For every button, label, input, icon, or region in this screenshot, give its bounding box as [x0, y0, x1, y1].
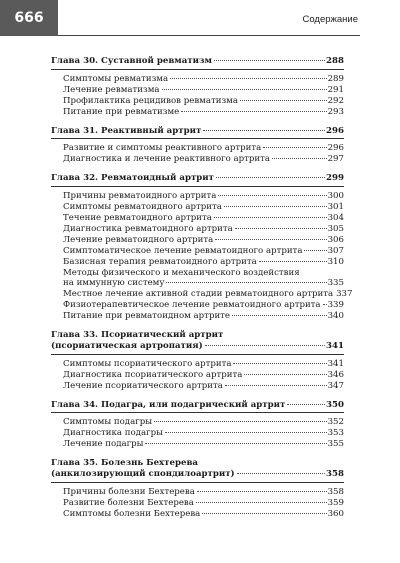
toc-item-label: Физиотерапевтическое лечение ревматоидного артрита [63, 300, 321, 311]
toc-item-label: Симптоматическое лечение ревматоидного артрита [63, 245, 303, 256]
toc-item-page: 346 [327, 369, 344, 380]
toc-item-page: 353 [327, 428, 344, 439]
toc-item-page: 307 [327, 245, 344, 256]
toc-item-page: 339 [327, 300, 344, 311]
toc-item-label: Диагностика псориатического артрита [63, 369, 243, 380]
chapter-entry[interactable] [51, 469, 344, 480]
toc-item[interactable] [51, 235, 344, 246]
toc-item-page: 291 [327, 84, 344, 95]
toc-item-page: 360 [327, 508, 344, 519]
toc-item-page: 335 [327, 278, 344, 289]
toc-item-label: Симптомы ревматизма [63, 73, 169, 84]
toc-item-continued[interactable] [51, 268, 344, 279]
toc-item[interactable] [51, 191, 344, 202]
toc-item-label: Течение ревматоидного артрита [63, 212, 212, 223]
toc-item[interactable] [51, 289, 353, 300]
toc-item-label: Диагностика ревматоидного артрита [63, 223, 233, 234]
toc-item[interactable] [51, 213, 344, 224]
divider [51, 354, 344, 355]
toc-item[interactable] [51, 439, 344, 450]
chapter-entry[interactable] [51, 341, 344, 352]
toc-item-page: 347 [327, 380, 344, 391]
toc-item[interactable] [51, 417, 344, 428]
chapter-page: 350 [326, 399, 344, 410]
header-rule [58, 35, 360, 36]
toc-item[interactable] [51, 278, 344, 289]
toc-item-label: Лечение псориатического артрита [63, 380, 223, 391]
toc-item-page: 305 [327, 223, 344, 234]
toc-item[interactable] [51, 246, 344, 257]
chapter-page: 299 [326, 173, 344, 184]
chapter-page: 296 [326, 125, 344, 136]
toc-item[interactable] [51, 143, 344, 154]
chapter-entry[interactable] [51, 400, 344, 411]
toc-item-page: 355 [327, 439, 344, 450]
toc-item-page: 359 [327, 497, 344, 508]
toc-item-label: Причины ревматоидного артрита [63, 191, 217, 202]
toc-item-label: Развитие болезни Бехтерева [63, 497, 194, 508]
chapter-page: 288 [326, 56, 344, 66]
chapter-entry[interactable] [51, 173, 344, 184]
toc-item-label: Лечение ревматизма [63, 84, 160, 95]
chapter-title: (анкилозирующий спондилоартрит) [51, 469, 235, 480]
toc-item-page: 293 [327, 106, 344, 117]
toc-item-page: 301 [327, 202, 344, 213]
toc-item[interactable] [51, 154, 344, 165]
divider [51, 138, 344, 139]
toc-item-page: 289 [327, 73, 344, 84]
chapter-page: 358 [326, 469, 344, 480]
toc-item-page: 306 [327, 234, 344, 245]
chapter-title: Глава 34. Подагра, или подагрический артрит [51, 399, 286, 410]
toc-item-page: 341 [327, 358, 344, 369]
toc-item-label: Симптомы болезни Бехтерева [63, 508, 201, 519]
page-header [0, 0, 400, 36]
chapter-page: 341 [326, 340, 344, 351]
divider [51, 482, 344, 483]
toc-item[interactable] [51, 487, 344, 498]
toc-item[interactable] [51, 257, 344, 268]
toc-item[interactable] [51, 224, 344, 235]
toc-item-label: Методы физического и механического воздействия [63, 267, 300, 278]
toc-item-label: Лечение ревматоидного артрита [63, 234, 214, 245]
toc-item-label: Профилактика рецидивов ревматизма [63, 95, 238, 106]
chapter-title: Глава 32. Ревматоидный артрит [51, 173, 215, 184]
toc-item-page: 300 [327, 191, 344, 202]
chapter-title-line1: Глава 33. Псориатический артрит [51, 330, 224, 341]
toc-item-page: 340 [327, 311, 344, 322]
toc-item-label: Диагностика и лечение реактивного артрита [63, 154, 271, 165]
chapter-title: Глава 30. Суставной ревматизм [51, 56, 212, 66]
page-number: 666 [0, 0, 58, 36]
chapter-entry[interactable] [51, 56, 344, 67]
toc-item-label: Симптомы ревматоидного артрита [63, 202, 222, 213]
toc-item[interactable] [51, 311, 344, 322]
toc-item-label: Симптомы подагры [63, 417, 153, 428]
toc-item-label: Местное лечение активной стадии ревматоидного артрита [63, 289, 334, 300]
divider [51, 69, 344, 70]
divider [51, 186, 344, 187]
chapter-title: (псориатическая артропатия) [51, 340, 203, 351]
toc-item-page: 304 [327, 212, 344, 223]
toc-item[interactable] [51, 359, 344, 370]
toc-item[interactable] [51, 85, 344, 96]
toc-item[interactable] [51, 300, 344, 311]
toc-item[interactable] [51, 428, 344, 439]
section-title: Содержание [302, 14, 358, 25]
chapter-title: Глава 31. Реактивный артрит [51, 125, 202, 136]
toc-item-page: 358 [327, 487, 344, 497]
toc-item-label: Лечение подагры [63, 439, 144, 450]
chapter-entry[interactable] [51, 126, 344, 137]
toc-item-page: 310 [327, 256, 344, 267]
toc-item-page: 352 [327, 417, 344, 428]
toc-item-label: Питание при ревматизме [63, 106, 180, 117]
toc-item-label: Диагностика подагры [63, 428, 163, 439]
toc-item[interactable] [51, 107, 344, 118]
toc-item-label: на иммунную систему [63, 278, 165, 289]
divider [51, 412, 344, 413]
toc-item[interactable] [51, 202, 344, 213]
toc-item-page: 296 [327, 143, 344, 154]
toc-item-page: 337 [336, 289, 353, 300]
toc-item[interactable] [51, 96, 344, 107]
toc-item-label: Питание при ревматоидном артрите [63, 311, 231, 322]
toc-item[interactable] [51, 509, 344, 520]
toc-item[interactable] [51, 498, 344, 509]
toc-item-page: 297 [327, 154, 344, 165]
chapter-title-line1: Глава 35. Болезнь Бехтерева [51, 458, 198, 469]
toc-item[interactable] [51, 74, 344, 85]
toc-item-page: 292 [327, 95, 344, 106]
toc-item[interactable] [51, 381, 344, 392]
toc-item-label: Базисная терапия ревматоидного артрита [63, 256, 257, 267]
toc-item-label: Симптомы псориатического артрита [63, 358, 232, 369]
toc-item-label: Развитие и симптомы реактивного артрита [63, 143, 262, 154]
table-of-contents [51, 56, 353, 520]
toc-item-label: Причины болезни Бехтерева [63, 487, 195, 497]
toc-item[interactable] [51, 370, 344, 381]
